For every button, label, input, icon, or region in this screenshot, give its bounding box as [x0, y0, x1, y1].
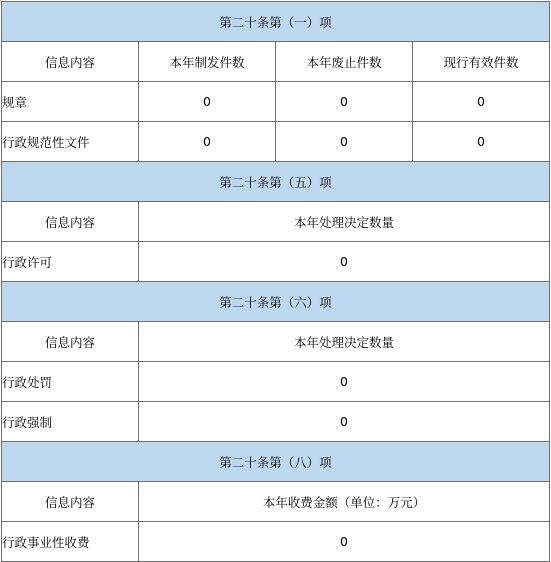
table-row — [2, 82, 550, 122]
section-header-row — [2, 282, 550, 322]
cell-value: 0 — [276, 82, 413, 122]
row-label: 行政强制 — [2, 402, 139, 442]
cell-value: 0 — [139, 402, 550, 442]
column-header: 信息内容 — [2, 42, 139, 82]
cell-value: 0 — [139, 362, 550, 402]
section-title: 第二十条第（六）项 — [2, 282, 550, 322]
column-header: 本年制发件数 — [139, 42, 276, 82]
disclosure-table — [1, 1, 550, 562]
cell-value: 0 — [139, 242, 550, 282]
column-header: 信息内容 — [2, 202, 139, 242]
cell-value: 0 — [139, 82, 276, 122]
section-header-row — [2, 2, 550, 42]
column-header: 本年收费金额（单位：万元） — [139, 482, 550, 522]
column-header-row — [2, 482, 550, 522]
table-row — [2, 522, 550, 562]
column-header: 现行有效件数 — [413, 42, 550, 82]
row-label: 行政许可 — [2, 242, 139, 282]
column-header: 信息内容 — [2, 322, 139, 362]
section-title: 第二十条第（五）项 — [2, 162, 550, 202]
row-label: 行政事业性收费 — [2, 522, 139, 562]
row-label: 规章 — [2, 82, 139, 122]
table-row — [2, 362, 550, 402]
column-header: 本年废止件数 — [276, 42, 413, 82]
cell-value: 0 — [413, 82, 550, 122]
table-row — [2, 402, 550, 442]
table-row — [2, 122, 550, 162]
section-title: 第二十条第（一）项 — [2, 2, 550, 42]
column-header: 信息内容 — [2, 482, 139, 522]
section-header-row — [2, 162, 550, 202]
section-title: 第二十条第（八）项 — [2, 442, 550, 482]
cell-value: 0 — [276, 122, 413, 162]
column-header-row — [2, 42, 550, 82]
cell-value: 0 — [139, 522, 550, 562]
column-header-row — [2, 202, 550, 242]
table-row — [2, 242, 550, 282]
column-header: 本年处理决定数量 — [139, 322, 550, 362]
cell-value: 0 — [139, 122, 276, 162]
column-header-row — [2, 322, 550, 362]
section-header-row — [2, 442, 550, 482]
row-label: 行政处罚 — [2, 362, 139, 402]
row-label: 行政规范性文件 — [2, 122, 139, 162]
cell-value: 0 — [413, 122, 550, 162]
column-header: 本年处理决定数量 — [139, 202, 550, 242]
